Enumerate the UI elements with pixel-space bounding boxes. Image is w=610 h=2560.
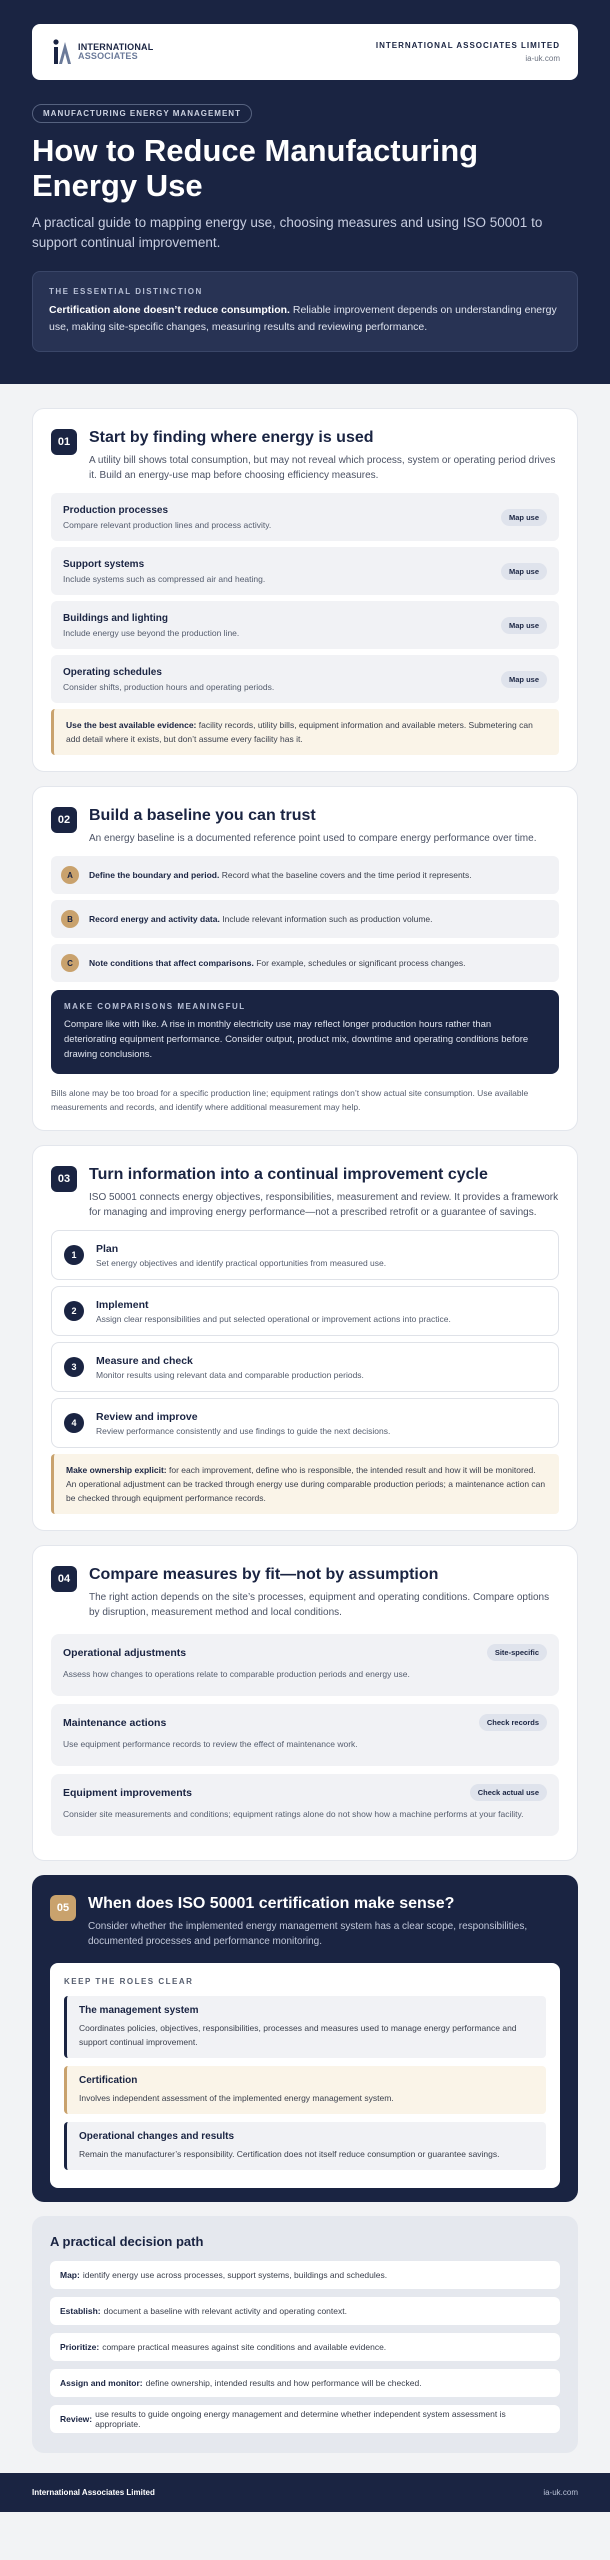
role-title: Certification [79,2075,138,2086]
section-energy-map [32,408,578,772]
brand-info [376,41,560,63]
measure-title: Maintenance actions [63,1716,167,1729]
page-footer [0,2473,610,2512]
row-desc: Include energy use beyond the production line. [63,627,240,638]
cycle-desc: Monitor results using relevant data and comparable production periods. [96,1369,364,1380]
decision-step-label: Prioritize: [60,2342,100,2352]
logo-line-1: INTERNATIONAL [78,42,154,52]
decision-path [32,2216,578,2453]
logo-mark-icon [50,38,72,66]
section-desc: Consider whether the implemented energy management system has a clear scope, responsibilities, documented processes and performance monitoring. [88,1921,528,1947]
cycle-number: 1 [64,1245,84,1265]
step-letter: B [61,910,79,928]
cycle-desc: Review performance consistently and use findings to guide the next decisions. [96,1425,391,1436]
step-bold: Record energy and activity data. [89,914,220,924]
cycle-step [51,1342,559,1392]
role-item [64,2066,546,2114]
step-body: For example, schedules or significant process changes. [256,958,466,968]
distinction-text [49,302,561,336]
decision-step [50,2405,560,2433]
measure-desc: Use equipment performance records to review the effect of maintenance work. [63,1739,358,1749]
brand-bar [32,24,578,80]
measure-title: Operational adjustments [63,1646,187,1659]
essential-distinction-box [32,271,578,352]
role-desc: Coordinates policies, objectives, responsibilities, processes and measures used to manage energy performance and support continual improvement. [79,2023,517,2047]
callout-label: MAKE COMPARISONS MEANINGFUL [64,1002,246,1011]
step-text [89,870,472,880]
brand-name: INTERNATIONAL ASSOCIATES LIMITED [375,41,560,50]
comparisons-callout [51,990,559,1074]
section-number: 02 [51,807,77,833]
callout-text: Compare like with like. A rise in monthly electricity use may reflect longer production hours rather than deteriorating equipment performance. Consider output, product mix, downtime and operating conditions before drawing conclusions. [64,1019,529,1060]
decision-step-text: define ownership, intended results and how performance will be checked. [145,2378,422,2388]
page-lead: A practical guide to mapping energy use, choosing measures and using ISO 50001 to support continual improvement. [32,215,543,250]
role-item [64,1996,546,2058]
note-text: for each improvement, define who is responsible, the intended result and how it will be monitored. An operational adjustment can be tracked through energy use during comparable production periods; a maintenance action can be checked through equipment performance records. [66,1465,546,1503]
cycle-title: Measure and check [96,1354,193,1367]
note-bold: Make ownership explicit: [66,1465,167,1475]
row-desc: Compare relevant production lines and process activity. [63,519,272,530]
cycle-title: Review and improve [96,1410,198,1423]
step-letter: A [61,866,79,884]
decision-step [50,2297,560,2325]
map-use-button[interactable]: Map use [501,671,547,688]
section-number: 03 [51,1166,77,1192]
hero [0,0,610,384]
cycle-number: 4 [64,1413,84,1433]
note-bold: Use the best available evidence: [66,720,197,730]
measure-desc: Assess how changes to operations relate to comparable production periods and energy use. [63,1669,410,1679]
section-certification [32,1875,578,2202]
cycle-desc: Assign clear responsibilities and put selected operational or improvement actions into practice. [96,1313,451,1324]
step-body: Record what the baseline covers and the time period it represents. [221,870,472,880]
page-title: How to Reduce Manufacturing Energy Use [32,133,479,203]
step-bold: Note conditions that affect comparisons. [89,958,254,968]
measure-badge: Check actual use [470,1784,547,1801]
measure-desc: Consider site measurements and conditions; equipment ratings alone do not show how a machine performs at your facility. [63,1809,524,1819]
section-number: 04 [51,1566,77,1592]
step-text [89,958,466,968]
role-desc: Remain the manufacturer’s responsibility. Certification does not itself reduce consumption or guarantee savings. [79,2149,500,2159]
logo-line-2: ASSOCIATES [78,51,138,61]
distinction-body: Reliable improvement depends on understanding energy use, making site-specific changes, measuring results and reviewing performance. [49,304,557,333]
measure-card [51,1774,559,1836]
section-desc: A utility bill shows total consumption, but may not reveal which process, system or operating period drives it. Build an energy-use map before choosing efficiency measures. [89,455,556,481]
baseline-step [51,856,559,894]
energy-area-row [51,493,559,541]
section-title: Turn information into a continual improvement cycle [89,1166,488,1183]
decision-step [50,2333,560,2361]
step-body: Include relevant information such as production volume. [222,914,433,924]
footer-url-link[interactable]: ia-uk.com [543,2488,578,2497]
row-title: Operating schedules [63,666,162,678]
cycle-step [51,1230,559,1280]
decision-step [50,2369,560,2397]
cycle-step [51,1398,559,1448]
energy-area-row [51,601,559,649]
decision-step-label: Map: [60,2270,80,2280]
row-desc: Include systems such as compressed air and heating. [63,573,266,584]
row-desc: Consider shifts, production hours and operating periods. [63,681,275,692]
row-title: Production processes [63,504,169,516]
ownership-note [51,1454,559,1514]
role-title: The management system [79,2005,199,2016]
energy-area-row [51,655,559,703]
step-letter: C [61,954,79,972]
measure-card [51,1704,559,1766]
baseline-step [51,900,559,938]
energy-area-row [51,547,559,595]
distinction-bold: Certification alone doesn’t reduce consumption. [49,304,290,316]
measure-title: Equipment improvements [63,1786,192,1799]
decision-step-text: document a baseline with relevant activity and operating context. [103,2306,347,2316]
section-title: Compare measures by fit—not by assumption [89,1566,439,1583]
step-bold: Define the boundary and period. [89,870,220,880]
measure-card [51,1634,559,1696]
cycle-desc: Set energy objectives and identify practical opportunities from measured use. [96,1257,387,1268]
main-content [0,384,610,2473]
decision-step [50,2261,560,2289]
section-desc: The right action depends on the site’s processes, equipment and operating conditions. Compare options by disruption, measurement method and local conditions. [89,1592,550,1618]
roles-panel [50,1963,560,2188]
footer-company: International Associates Limited [32,2488,155,2497]
cycle-title: Implement [96,1298,149,1311]
section-compare-measures [32,1545,578,1861]
decision-step-label: Review: [60,2414,93,2424]
row-title: Buildings and lighting [63,612,168,624]
distinction-label: THE ESSENTIAL DISTINCTION [49,287,203,296]
map-use-button[interactable]: Map use [501,563,547,580]
role-title: Operational changes and results [79,2131,235,2142]
note-text: facility records, utility bills, equipment information and available meters. Submetering can add detail where it exists, but don’t assume every facility has it. [66,720,533,744]
row-title: Support systems [63,558,145,570]
section-desc: ISO 50001 connects energy objectives, responsibilities, measurement and review. It provides a framework for managing and improving energy performance—not a prescribed retrofit or a guarantee of savings. [89,1192,559,1218]
step-text [89,914,433,924]
section-desc: An energy baseline is a documented reference point used to compare energy performance over time. [89,833,537,844]
measure-badge: Check records [479,1714,547,1731]
decision-title: A practical decision path [50,2234,204,2249]
company-logo[interactable] [50,38,153,66]
section-improvement-cycle [32,1145,578,1531]
decision-step-text: identify energy use across processes, support systems, buildings and schedules. [82,2270,388,2280]
brand-url-link[interactable]: ia-uk.com [525,54,560,63]
decision-step-label: Establish: [60,2306,101,2316]
decision-step-text: use results to guide ongoing energy management and determine whether independent system assessment is appropriate. [95,2409,506,2429]
evidence-note [51,709,559,755]
logo-text [78,43,153,61]
cycle-title: Plan [96,1242,119,1255]
cycle-number: 2 [64,1301,84,1321]
decision-step-label: Assign and monitor: [60,2378,143,2388]
decision-step-text: compare practical measures against site conditions and available evidence. [102,2342,387,2352]
measure-badge: Site-specific [487,1644,547,1661]
section-title: Build a baseline you can trust [89,807,316,824]
baseline-step [51,944,559,982]
role-desc: Involves independent assessment of the implemented energy management system. [79,2093,394,2103]
role-item [64,2122,546,2170]
section-number: 01 [51,429,77,455]
map-use-button[interactable]: Map use [501,617,547,634]
cycle-number: 3 [64,1357,84,1377]
baseline-footnote: Bills alone may be too broad for a specific production line; equipment ratings don’t show actual site consumption. Use available measurements and records, and identify where additional measurement may help. [51,1088,529,1112]
section-number: 05 [50,1895,76,1921]
category-tag: MANUFACTURING ENERGY MANAGEMENT [32,104,252,123]
cycle-step [51,1286,559,1336]
section-title: Start by finding where energy is used [89,429,374,446]
section-title: When does ISO 50001 certification make sense? [88,1895,455,1912]
map-use-button[interactable]: Map use [501,509,547,526]
section-baseline [32,786,578,1131]
roles-label: KEEP THE ROLES CLEAR [64,1977,194,1986]
